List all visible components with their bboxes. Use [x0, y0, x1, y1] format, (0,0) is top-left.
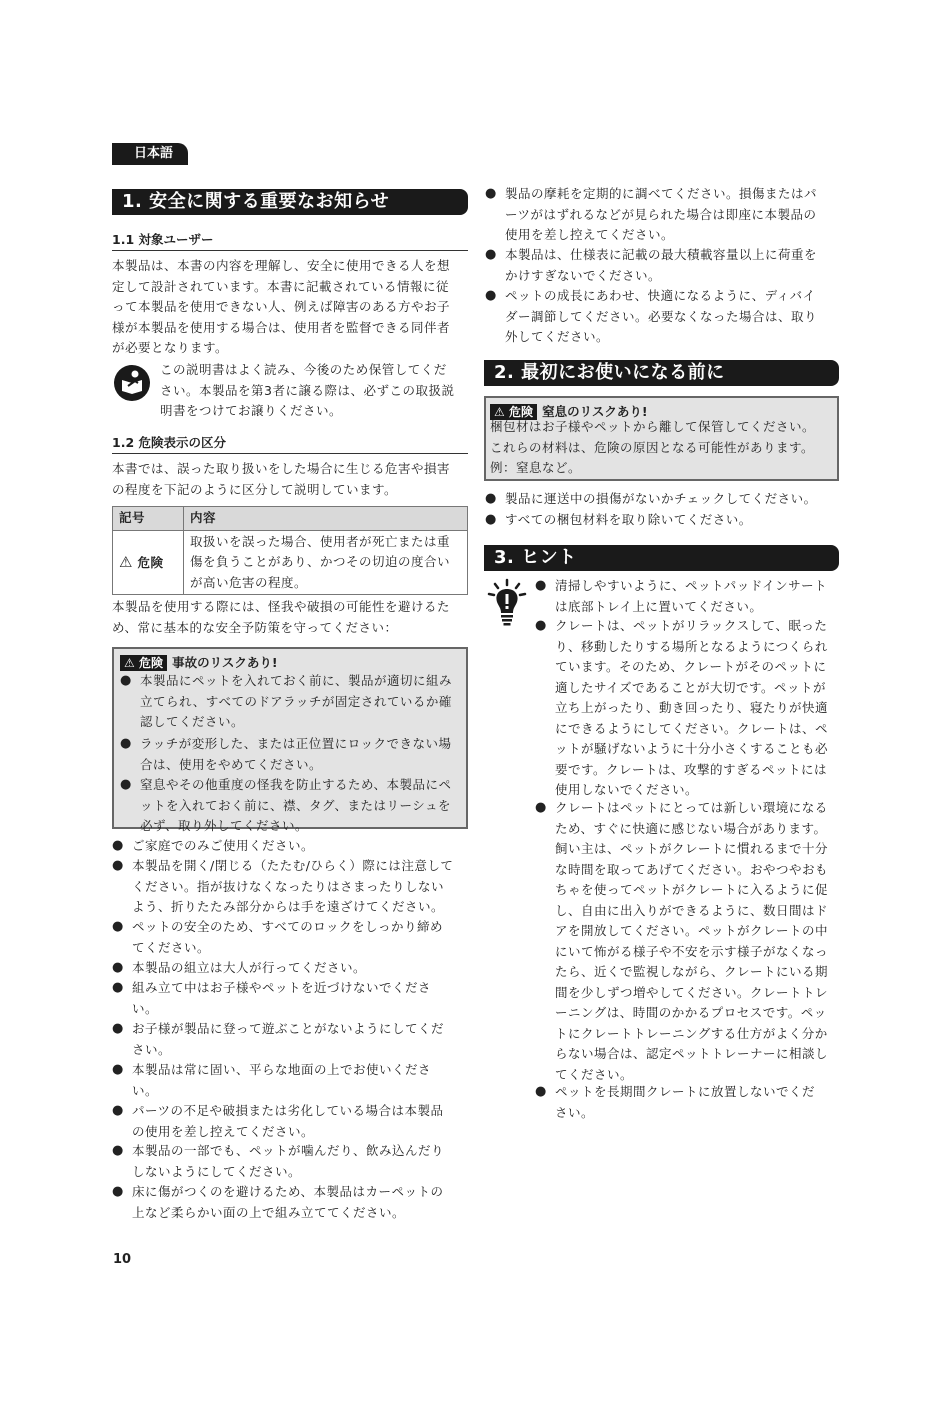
- tip-item: ● クレートはペットにとっては新しい環境になる ため、すぐに快適に感じない場合があります。 飼い主は、ペットがクレートに慣れるまで十分 な時間を取ってあげてください。おやつやおも ちゃを使ってペットがクレートに入るように促 し、自由に出入りができるように、数日間はド アを開放してください。ペットがクレートの中 にいて怖がる様子や不安を示す様子がなくなっ たら、近くで監視しながら、クレートにいる期 間を少しずつ増やしてください。クレートトレ ーニングは、時間のかかるプロセスです。ペッ トにクレートトレーニングする仕方がよく分か らない場合は、認定ペットトレーナーに相談し てください。: [535, 798, 845, 1085]
- list-item: ● 組み立て中はお子様やペットを近づけないでくださ い。: [112, 978, 472, 1019]
- hazard-classification-paragraph: 本書では、誤った取り扱いをした場合に生じる危害や損害 の程度を下記のように区分して説明しています。: [112, 461, 451, 497]
- section-3-heading: 3. ヒント: [484, 545, 839, 571]
- target-users-paragraph: 本製品は、本書の内容を理解し、安全に使用できる人を想 定して設計されています。本書に記載されている情報に従 って本製品を使用できない人、例えば障害のある方やお子 様が本製品を使用する場合は、使用者を監督できる同伴者 が必要となります。: [112, 258, 451, 355]
- table-header-symbol: 記号: [113, 507, 184, 531]
- danger-badge: ⚠ 危険: [490, 404, 537, 420]
- list-item: ● ペットの成長にあわせ、快適になるように、ディバイ ダー調節してください。必要なくなった場合は、取り 外してください。: [485, 286, 845, 348]
- tip-item: ● ペットを長期間クレートに放置しないでくだ さい。: [535, 1082, 845, 1123]
- read-manual-icon: [113, 364, 151, 402]
- warning-triangle-icon: ⚠: [119, 552, 133, 571]
- tip-item: ● 清掃しやすいように、ペットパッドインサート は底部トレイ上に置いてください。: [535, 576, 845, 617]
- warning-triangle-icon: ⚠: [494, 405, 505, 419]
- accident-risk-warning-box: [112, 647, 468, 833]
- list-item: ● 床に傷がつくのを避けるため、本製品はカーペットの 上など柔らかい面の上で組み立ててください。: [112, 1182, 472, 1223]
- warning-text: 梱包材はお子様やペットから離して保管してください。 これらの材料は、危険の原因となる可能性があります。 例：窒息など。: [490, 419, 816, 475]
- warning-item: ● ラッチが変形した、または正位置にロックできない場 合は、使用をやめてください。: [120, 734, 466, 775]
- page-number: 10: [113, 1252, 132, 1267]
- list-item: ● 本製品の組立は大人が行ってください。: [112, 958, 472, 979]
- subsection-1-2-heading: 1.2 危険表示の区分: [112, 433, 468, 454]
- warning-title: 事故のリスクあり!: [172, 655, 278, 670]
- list-item: ● 製品の摩耗を定期的に調べてください。損傷またはパ ーツがはずれるなどが見られた場合は即座に本製品の 使用を差し控えてください。: [485, 184, 845, 246]
- danger-description-cell: 取扱いを誤った場合、使用者が死亡または重 傷を負うことがあり、かつその切迫の度合い が高い危害の程度。: [184, 530, 468, 595]
- warning-header: [120, 652, 278, 671]
- hazard-table: [112, 506, 468, 595]
- danger-badge: ⚠ 危険: [120, 655, 167, 671]
- table-header-content: 内容: [184, 507, 468, 531]
- manual-note: この説明書はよく読み、今後のため保管してくだ さい。本製品を第3者に譲る際は、必ずこの取扱説 明書をつけてお譲りください。: [160, 362, 455, 418]
- list-item: ● お子様が製品に登って遊ぶことがないようにしてくだ さい。: [112, 1019, 472, 1060]
- list-item: ● ご家庭でのみご使用ください。: [112, 836, 472, 857]
- warning-item: ● 窒息やその他重度の怪我を防止するため、本製品にペ ットを入れておく前に、襟、タグ、またはリーシュを 必ず、取り外してください。: [120, 775, 466, 837]
- tip-item: ● クレートは、ペットがリラックスして、眠った り、移動したりする場所となるようにつくられ ています。そのため、クレートがそのペットに 適したサイズであることが大切です。ペットが 立ち上がったり、動き回ったり、寝たりが快適 にできるようにしてください。クレートは、ペ ットが騒げないように十分小さくすることも必 要です。クレートは、攻撃的すぎるペットには 使用しないでください。: [535, 616, 845, 801]
- list-item: ● ペットの安全のため、すべてのロックをしっかり締め てください。: [112, 917, 472, 958]
- list-item: ● 本製品は、仕様表に記載の最大積載容量以上に荷重を かけすぎないでください。: [485, 245, 845, 286]
- warning-item: ● 本製品にペットを入れておく前に、製品が適切に組み 立てられ、すべてのドアラッチが固定されているか確 認してください。: [120, 671, 466, 733]
- subsection-1-1-heading: 1.1 対象ユーザー: [112, 230, 468, 251]
- list-item: ● 本製品を開く/閉じる（たたむ/ひらく）際には注意して ください。指が抜けなくなったりはさまったりしない よう、折りたたみ部分からは手を遠ざけてください。: [112, 856, 472, 918]
- list-item: ● 本製品は常に固い、平らな地面の上でお使いくださ い。: [112, 1060, 472, 1101]
- list-item: ● パーツの不足や破損または劣化している場合は本製品 の使用を差し控えてください。: [112, 1101, 472, 1142]
- list-item: ● 本製品の一部でも、ペットが噛んだり、飲み込んだり しないようにしてください。: [112, 1141, 472, 1182]
- section-2-heading: 2. 最初にお使いになる前に: [484, 360, 839, 386]
- danger-symbol-cell: [113, 530, 184, 595]
- precautions-paragraph: 本製品を使用する際には、怪我や破損の可能性を避けるた め、常に基本的な安全予防策を守ってください：: [112, 599, 451, 635]
- danger-label: 危険: [137, 554, 164, 570]
- warning-triangle-icon: ⚠: [124, 656, 135, 670]
- section-1-heading: 1. 安全に関する重要なお知らせ: [112, 189, 468, 215]
- list-item: ● すべての梱包材料を取り除いてください。: [485, 510, 845, 531]
- warning-title: 窒息のリスクあり!: [542, 404, 648, 419]
- language-tag: 日本語: [112, 143, 188, 165]
- lightbulb-tip-icon: [487, 578, 527, 628]
- suffocation-risk-warning-box: [484, 396, 839, 481]
- list-item: ● 製品に運送中の損傷がないかチェックしてください。: [485, 489, 845, 510]
